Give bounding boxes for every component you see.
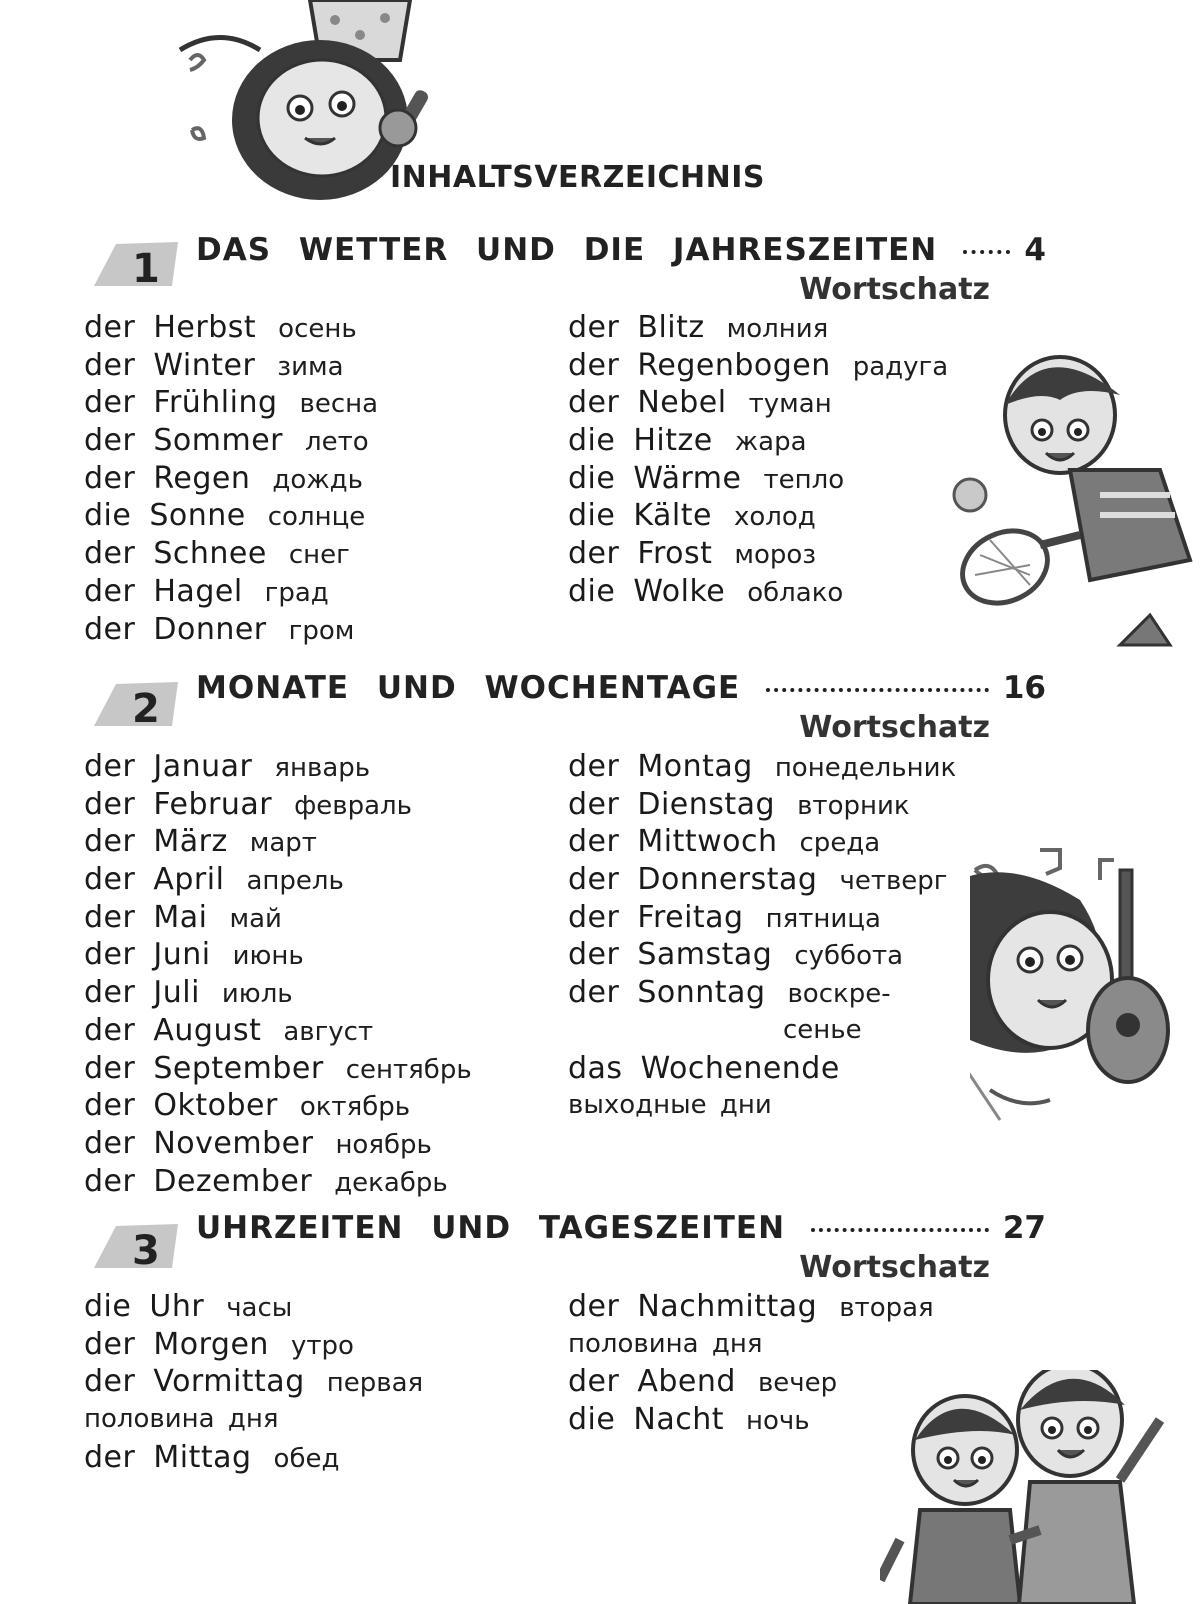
vocab-entry: der Samstag суббота [568,937,904,973]
vocab-entry: der Schnee снег [84,536,350,572]
section-2-title[interactable]: MONATE UND WOCHENTAGE [196,670,741,706]
section-2-page-number[interactable]: 16 [1002,670,1046,706]
section-1-heading[interactable] [196,232,1046,272]
vocab-entry: der Mai май [84,899,282,935]
vocab-entry: der Donner гром [84,611,355,647]
vocab-entry: der Frost мороз [568,536,817,572]
vocab-entry: der Herbst осень [84,310,357,345]
vocab-entry: der Mittag обед [84,1439,340,1475]
vocab-entry: der Dienstag вторник [568,786,910,822]
vocab-entry: der Freitag пятница [568,899,881,935]
section-1-vocab-right [568,309,1038,611]
dot-leader [766,688,989,692]
vocab-entry: der Oktober октябрь [84,1088,411,1124]
dot-leader [811,1228,989,1232]
vocab-entry: das Wochenende [568,1050,840,1086]
vocab-entry: der Vormittag первая [84,1364,424,1400]
section-3-title[interactable]: UHRZEITEN UND TAGESZEITEN [196,1210,786,1246]
section-3-number-badge [94,1222,178,1276]
vocab-entry-continuation: половина дня [84,1404,279,1435]
section-3-vocab-label: Wortschatz [799,1250,990,1285]
vocab-entry: der Regen дождь [84,460,363,496]
section-3-number: 3 [132,1228,160,1274]
vocab-entry: der Sonntag воскре- [568,975,891,1011]
vocab-entry: der Montag понедельник [568,749,957,784]
section-3-heading[interactable] [196,1210,1046,1250]
vocab-entry: der Nebel туман [568,385,832,421]
section-3-page-number[interactable]: 27 [1002,1210,1046,1246]
section-3-vocab-left [84,1288,554,1476]
section-2-vocab-right [568,748,1038,1125]
section-2-number: 2 [132,686,160,732]
vocab-entry: die Hitze жара [568,423,807,459]
vocab-entry: die Wolke облако [568,573,844,609]
section-2-vocab-label: Wortschatz [799,710,990,745]
vocab-entry: die Nacht ночь [568,1402,810,1438]
vocab-entry: die Uhr часы [84,1289,293,1324]
section-2-vocab-left [84,748,554,1200]
vocab-entry: der Donnerstag четверг [568,862,948,898]
vocab-entry: der Juni июнь [84,937,304,973]
vocab-entry: der Juli июль [84,975,293,1011]
section-1-number-badge [94,240,178,294]
section-2-heading[interactable] [196,670,1046,710]
vocab-entry: der Februar февраль [84,786,412,822]
vocab-entry: der Sommer лето [84,423,369,459]
vocab-entry: der Mittwoch среда [568,824,881,860]
vocab-entry: der Morgen утро [84,1326,354,1362]
section-1-vocab-left [84,309,554,648]
vocab-entry: die Kälte холод [568,498,816,534]
vocab-entry: die Wärme тепло [568,460,845,496]
vocab-entry-continuation: половина дня [568,1328,763,1359]
section-1-number: 1 [132,246,160,292]
vocab-entry: der Regenbogen радуга [568,347,949,383]
vocab-entry: der Frühling весна [84,385,379,421]
vocab-entry: der Dezember декабрь [84,1163,448,1199]
vocab-entry-continuation: выходные дни [568,1090,772,1121]
vocab-entry: der Winter зима [84,347,344,383]
vocab-entry: der Blitz молния [568,310,829,345]
vocab-entry: der Abend вечер [568,1364,838,1400]
vocab-entry: der August август [84,1012,374,1048]
section-1-vocab-label: Wortschatz [799,272,990,307]
vocab-entry: der Januar январь [84,749,371,784]
section-1-title[interactable]: DAS WETTER UND DIE JAHRESZEITEN [196,232,938,268]
vocab-entry: der März март [84,824,317,860]
dot-leader [963,250,1010,254]
vocab-entry: die Sonne солнце [84,498,366,534]
section-2-number-badge [94,680,178,734]
vocab-entry: der Nachmittag вторая [568,1289,934,1324]
section-1-page-number[interactable]: 4 [1024,232,1046,268]
section-3-vocab-right [568,1288,1038,1439]
vocab-entry: der November ноябрь [84,1125,432,1161]
vocab-entry-continuation: сенье [783,1014,862,1045]
vocab-entry: der April апрель [84,862,344,898]
vocab-entry: der September сентябрь [84,1050,472,1086]
toc-title: INHALTSVERZEICHNIS [390,160,766,195]
vocab-entry: der Hagel град [84,573,329,609]
